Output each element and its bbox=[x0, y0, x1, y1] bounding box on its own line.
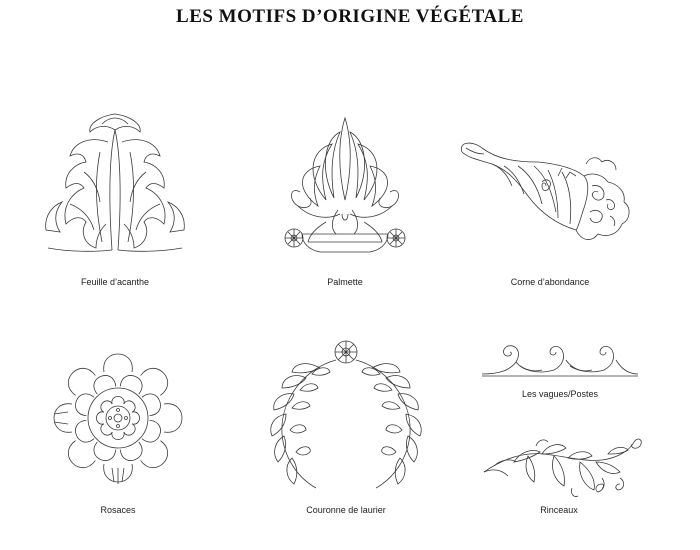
laurel-wreath-icon bbox=[266, 338, 426, 493]
wave-scroll-label: Les vagues/Postes bbox=[521, 389, 599, 399]
rosette-label: Rosaces bbox=[100, 505, 136, 515]
laurel-wreath-label: Couronne de laurier bbox=[306, 505, 386, 515]
page-title: LES MOTIFS D’ORIGINE VÉGÉTALE bbox=[176, 6, 524, 27]
laurel-wreath-illustration bbox=[266, 338, 426, 493]
wave-scroll-icon bbox=[480, 340, 640, 380]
palmette-icon bbox=[280, 110, 410, 260]
foliate-scroll-illustration bbox=[484, 432, 644, 500]
rosette-icon bbox=[44, 344, 192, 492]
cornucopia-illustration bbox=[458, 142, 638, 252]
palmette-illustration bbox=[280, 110, 410, 260]
acanthus-leaf-icon bbox=[40, 112, 190, 262]
acanthus-leaf-illustration bbox=[40, 112, 190, 262]
cornucopia-label: Corne d’abondance bbox=[510, 277, 590, 287]
palmette-label: Palmette bbox=[327, 277, 363, 287]
cornucopia-icon bbox=[458, 142, 638, 252]
wave-scroll-illustration bbox=[480, 340, 640, 380]
foliate-scroll-label: Rinceaux bbox=[540, 505, 578, 515]
foliate-scroll-icon bbox=[484, 432, 644, 500]
acanthus-leaf-label: Feuille d’acanthe bbox=[80, 277, 150, 287]
rosette-illustration bbox=[44, 344, 192, 492]
